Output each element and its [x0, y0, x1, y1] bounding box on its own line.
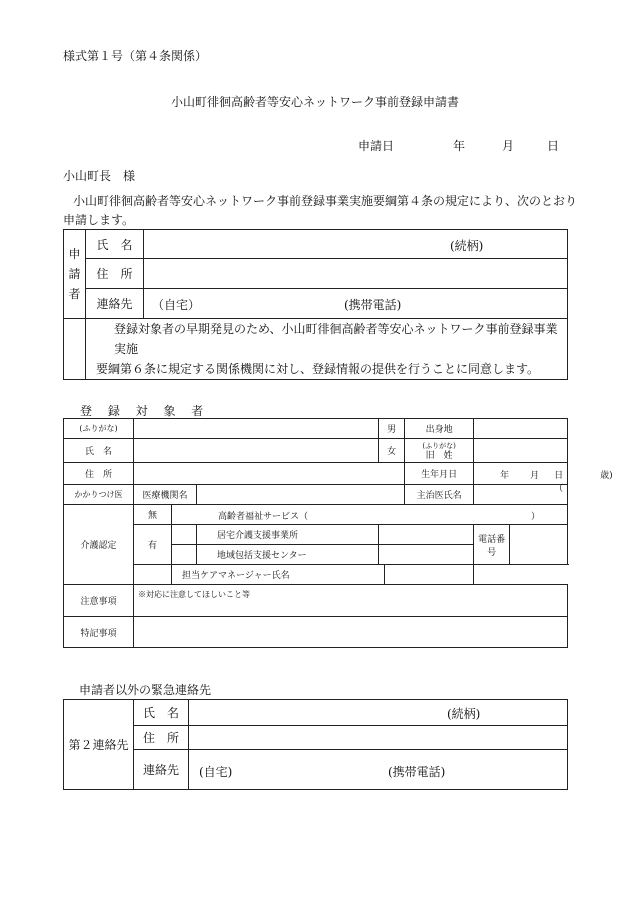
elderly-service-field[interactable] — [172, 505, 568, 525]
care-yes-option[interactable]: 有 — [134, 525, 172, 565]
birthplace-label: 出身地 — [405, 419, 474, 439]
intro-line-2: 申請します。 — [63, 213, 135, 227]
emergency-section-title: 申請者以外の緊急連絡先 — [79, 683, 212, 697]
date-year: 年 — [453, 139, 466, 153]
applicant-contact-field[interactable] — [144, 289, 568, 319]
special-notes-field[interactable] — [134, 617, 568, 648]
age-label: 歳) — [600, 471, 613, 481]
subject-table — [63, 418, 613, 648]
care-cert-label: 介護認定 — [64, 505, 134, 585]
emergency-home-label: (自宅) — [199, 765, 233, 779]
birthplace-field[interactable] — [474, 419, 568, 439]
applicant-mobile-label: (携帯電話) — [344, 298, 402, 312]
family-doctor-label: かかりつけ医 — [64, 485, 134, 505]
birth-year-label: 年 — [500, 471, 510, 481]
applicant-address-field[interactable] — [144, 259, 568, 289]
institution-label: 医療機関名 — [134, 485, 197, 505]
birth-month-label: 月 — [530, 471, 540, 481]
care-manager-label: 担当ケアマネージャー氏名 — [172, 565, 385, 585]
birthdate-field[interactable] — [474, 463, 613, 494]
notes-field[interactable] — [134, 585, 568, 617]
form-number: 様式第１号（第４条関係） — [63, 49, 208, 63]
emergency-table — [63, 699, 568, 790]
applicant-address-label: 住 所 — [86, 259, 144, 289]
old-name-label: (ふりがな) 旧 姓 — [405, 439, 474, 463]
phone-label: 電話番号 — [474, 525, 510, 565]
care-none-option[interactable]: 無 — [134, 505, 172, 525]
old-name-field[interactable] — [474, 439, 568, 463]
date-day: 日 — [547, 139, 560, 153]
emergency-address-field[interactable] — [189, 726, 568, 750]
emergency-name-field[interactable] — [189, 700, 568, 726]
subject-name-label: 氏 名 — [64, 439, 134, 463]
applicant-contact-label: 連絡先 — [86, 289, 144, 319]
emergency-name-label: 氏 名 — [134, 700, 189, 726]
subject-section-title: 登 録 対 象 者 — [80, 404, 210, 418]
emergency-contact-field[interactable] — [189, 750, 568, 790]
doctor-name-label: 主治医氏名 — [405, 485, 474, 505]
emergency-mobile-label: (携帯電話) — [388, 765, 446, 779]
intro-line-1: 小山町徘徊高齢者等安心ネットワーク事前登録事業実施要綱第４条の規定により、次のとおり — [73, 194, 578, 208]
subject-address-field[interactable] — [134, 463, 405, 485]
furigana-field[interactable] — [134, 419, 379, 439]
furigana-label: (ふりがな) — [64, 419, 134, 439]
home-care-office-field[interactable] — [379, 525, 474, 545]
elderly-service-label: 高齢者福祉サービス（ — [218, 512, 309, 522]
applicant-side-label: 申 請 者 — [64, 230, 86, 319]
notes-hint: ※対応に注意してほしいこと等 — [138, 590, 250, 599]
emergency-address-label: 住 所 — [134, 726, 189, 750]
birthdate-label: 生年月日 — [405, 463, 474, 485]
date-label: 申請日 — [358, 139, 395, 153]
applicant-home-label: （自宅） — [152, 298, 201, 312]
emergency-contact-label: 連絡先 — [134, 750, 189, 790]
female-option[interactable]: 女 — [379, 439, 405, 463]
phone-field[interactable] — [510, 525, 568, 565]
male-option[interactable]: 男 — [379, 419, 405, 439]
consent-text: 登録対象者の早期発見のため、小山町徘徊高齢者等安心ネットワーク事前登録事業実施 要綱第６条に規定する関係機関に対し、登録情報の提供を行うことに同意します。 — [86, 319, 568, 380]
home-care-office-label: 居宅介護支援事業所 — [197, 525, 379, 545]
applicant-name-label: 氏 名 — [86, 230, 144, 259]
birth-day-label: 日（ — [554, 471, 564, 494]
elderly-service-close: ） — [531, 512, 541, 522]
regional-center-field[interactable] — [379, 545, 474, 565]
addressee: 小山町長 様 — [63, 169, 136, 183]
regional-center-label: 地域包括支援センター — [197, 545, 379, 565]
form-title: 小山町徘徊高齢者等安心ネットワーク事前登録申請書 — [170, 95, 459, 109]
notes-label: 注意事項 — [64, 585, 134, 617]
date-month: 月 — [502, 139, 515, 153]
applicant-name-field[interactable] — [144, 230, 568, 259]
subject-address-label: 住 所 — [64, 463, 134, 485]
institution-field[interactable] — [197, 485, 405, 505]
applicant-table — [63, 229, 568, 380]
applicant-relation-label: (続柄) — [450, 239, 484, 253]
second-contact-label: 第２連絡先 — [64, 700, 134, 790]
emergency-relation-label: (続柄) — [447, 707, 481, 721]
special-notes-label: 特記事項 — [64, 617, 134, 648]
subject-name-field[interactable] — [134, 439, 379, 463]
care-manager-field[interactable] — [385, 565, 474, 585]
